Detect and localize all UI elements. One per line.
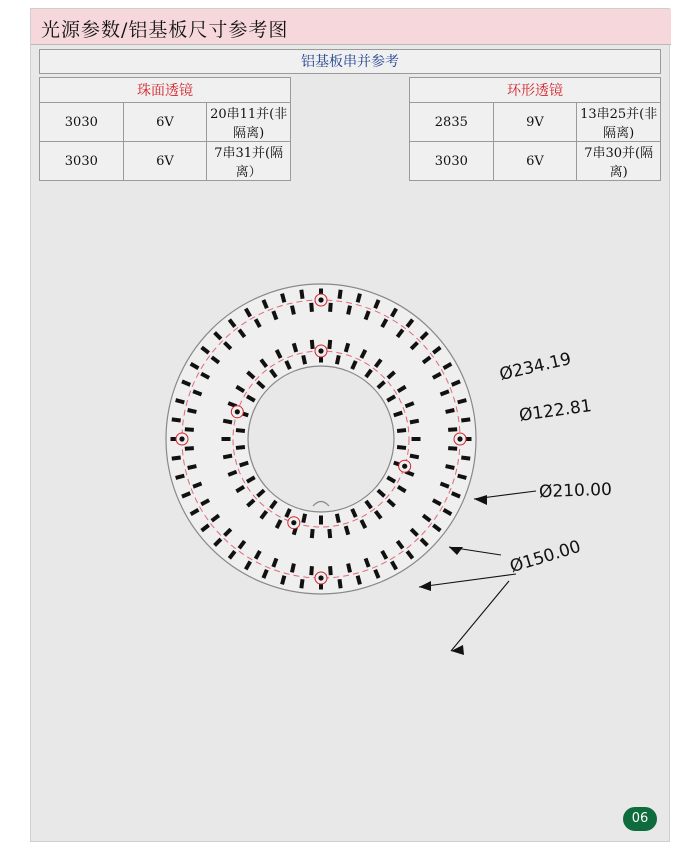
cell-voltage: 6V [123, 142, 207, 181]
cell-model: 2835 [410, 103, 494, 142]
left-table-header: 珠面透镜 [40, 78, 291, 103]
cell-voltage: 6V [493, 142, 577, 181]
spec-table-right [409, 77, 661, 181]
led-pad [185, 446, 194, 451]
screw-hole [231, 406, 243, 418]
dimension-label-150: Ø150.00 [507, 536, 584, 578]
led-pad [327, 340, 332, 349]
board-center-hole [248, 366, 394, 512]
cell-model: 3030 [410, 142, 494, 181]
page-title-bar [31, 9, 671, 45]
led-pad [309, 303, 314, 312]
spec-table-left [39, 77, 291, 181]
cell-model: 3030 [40, 103, 124, 142]
table-row [410, 78, 661, 103]
screw-hole [399, 460, 411, 472]
cell-config: 13串25并(非隔离) [577, 103, 661, 142]
screw-hole [454, 433, 466, 445]
document-page [30, 8, 670, 842]
dimension-label-234: Ø234.19 [497, 349, 574, 385]
spec-table-columns [39, 77, 661, 181]
led-pad [309, 566, 314, 575]
pcb-dimension-drawing [31, 169, 671, 769]
right-table-header: 环形透镜 [410, 78, 661, 103]
screw-hole [176, 433, 188, 445]
led-pad [222, 437, 231, 441]
spec-table-band-label: 铝基板串并参考 [39, 49, 661, 74]
led-pad [448, 427, 457, 432]
table-row [40, 78, 291, 103]
led-pad [448, 446, 457, 451]
screw-hole [315, 572, 327, 584]
led-pad [310, 340, 315, 349]
page-number-badge: 06 [623, 807, 657, 831]
spec-table-block [39, 49, 661, 181]
cell-config: 7串30并(隔离) [577, 142, 661, 181]
page-title: 光源参数/铝基板尺寸参考图 [41, 19, 289, 41]
led-pad [185, 427, 194, 432]
led-pad [328, 303, 333, 312]
table-row [40, 103, 291, 142]
led-pad [328, 566, 333, 575]
cell-config: 20串11并(非隔离) [207, 103, 291, 142]
screw-hole [315, 294, 327, 306]
led-pad [412, 437, 421, 441]
led-pad [319, 516, 323, 525]
dimension-label-122: Ø122.81 [517, 396, 593, 426]
cell-config: 7串31并(隔离） [207, 142, 291, 181]
led-pad [310, 529, 315, 538]
cell-voltage: 6V [123, 103, 207, 142]
screw-hole [288, 517, 300, 529]
table-row [410, 103, 661, 142]
cell-model: 3030 [40, 142, 124, 181]
led-pad [327, 529, 332, 538]
screw-hole [315, 345, 327, 357]
dimension-label-210: Ø210.00 [538, 479, 613, 503]
cell-voltage: 9V [493, 103, 577, 142]
pcb-drawing-svg [31, 169, 671, 769]
